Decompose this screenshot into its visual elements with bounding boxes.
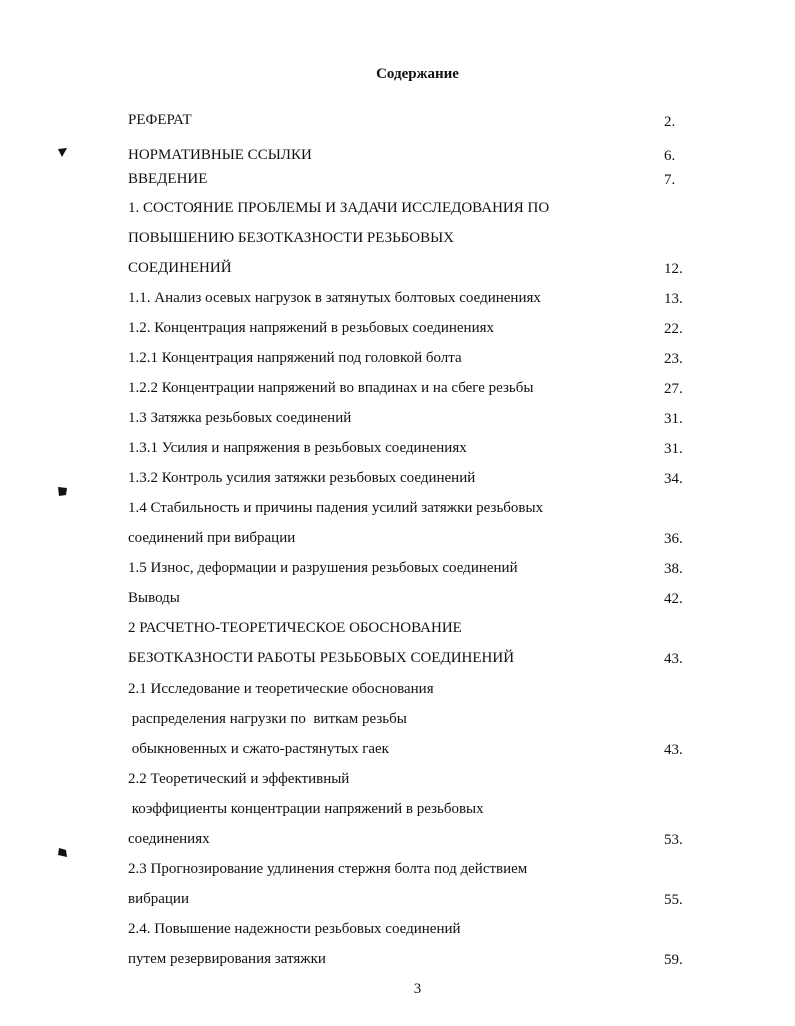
toc-entry-text: соединениях (128, 831, 210, 847)
toc-entry-page: 42. (664, 591, 683, 607)
toc-entry-text: соединений при вибрации (128, 530, 296, 546)
toc-entry-text: 1.3 Затяжка резьбовых соединений (128, 410, 352, 426)
toc-entry-text: 1.1. Анализ осевых нагрузок в затянутых болтовых соединениях (128, 290, 541, 306)
toc-entry-page: 31. (664, 441, 683, 457)
toc-entry-text: распределения нагрузки по виткам резьбы (128, 711, 407, 727)
toc-entry-page: 43. (664, 651, 683, 667)
toc-entry-page: 34. (664, 471, 683, 487)
page-title: Содержание (376, 66, 459, 82)
toc-entry-page: 53. (664, 832, 683, 848)
toc-entry-page: 43. (664, 742, 683, 758)
toc-entry-text: 1.4 Стабильность и причины падения усилий затяжки резьбовых (128, 500, 544, 516)
toc-entry-page: 23. (664, 351, 683, 367)
toc-entry-text: 2.1 Исследование и теоретические обоснования (128, 681, 434, 697)
toc-entry-text: 1.5 Износ, деформации и разрушения резьбовых соединений (128, 560, 518, 576)
toc-entry-text: БЕЗОТКАЗНОСТИ РАБОТЫ РЕЗЬБОВЫХ СОЕДИНЕНИЙ (128, 650, 515, 666)
toc-entry-text: обыкновенных и сжато-растянутых гаек (128, 741, 389, 757)
toc-entry-text: коэффициенты концентрации напряжений в резьбовых (128, 801, 484, 817)
toc-entry-page: 7. (664, 172, 676, 188)
toc-entry-text: 1.2. Концентрация напряжений в резьбовых соединениях (128, 320, 494, 336)
toc-entry-page: 12. (664, 261, 683, 277)
toc-entry-page: 31. (664, 411, 683, 427)
toc-entry-page: 55. (664, 892, 683, 908)
toc-entry-text: ВВЕДЕНИЕ (128, 171, 208, 187)
toc-entry-text: РЕФЕРАТ (128, 112, 192, 128)
toc-entry-text: 1. СОСТОЯНИЕ ПРОБЛЕМЫ И ЗАДАЧИ ИССЛЕДОВАНИЯ ПО (128, 200, 550, 216)
toc-entry-text: 1.2.1 Концентрация напряжений под головкой болта (128, 350, 462, 366)
toc-entry-text: 2 РАСЧЕТНО-ТЕОРЕТИЧЕСКОЕ ОБОСНОВАНИЕ (128, 620, 462, 636)
toc-entry-text: путем резервирования затяжки (128, 951, 326, 967)
toc-entry-page: 38. (664, 561, 683, 577)
toc-entry-text: вибрации (128, 891, 189, 907)
toc-entry-text: 2.4. Повышение надежности резьбовых соединений (128, 921, 461, 937)
page-number: 3 (413, 981, 422, 997)
toc-entry-page: 2. (664, 114, 676, 130)
scan-mark-icon (58, 148, 67, 157)
toc-entry-text: 2.3 Прогнозирование удлинения стержня болта под действием (128, 861, 528, 877)
toc-entry-page: 59. (664, 952, 683, 968)
toc-entry-text: 1.3.2 Контроль усилия затяжки резьбовых соединений (128, 470, 476, 486)
toc-entry-page: 22. (664, 321, 683, 337)
toc-entry-text: НОРМАТИВНЫЕ ССЫЛКИ (128, 147, 312, 163)
toc-entry-text: 1.2.2 Концентрации напряжений во впадинах и на сбеге резьбы (128, 380, 534, 396)
toc-entry-text: 1.3.1 Усилия и напряжения в резьбовых соединениях (128, 440, 467, 456)
toc-entry-text: Выводы (128, 590, 180, 606)
toc-entry-page: 27. (664, 381, 683, 397)
scan-mark-icon (58, 487, 67, 496)
toc-entry-page: 36. (664, 531, 683, 547)
scan-mark-icon (58, 848, 67, 857)
toc-entry-page: 13. (664, 291, 683, 307)
toc-entry-text: ПОВЫШЕНИЮ БЕЗОТКАЗНОСТИ РЕЗЬБОВЫХ (128, 230, 455, 246)
toc-entry-page: 6. (664, 148, 676, 164)
toc-entry-text: СОЕДИНЕНИЙ (128, 260, 232, 276)
toc-entry-text: 2.2 Теоретический и эффективный (128, 771, 350, 787)
